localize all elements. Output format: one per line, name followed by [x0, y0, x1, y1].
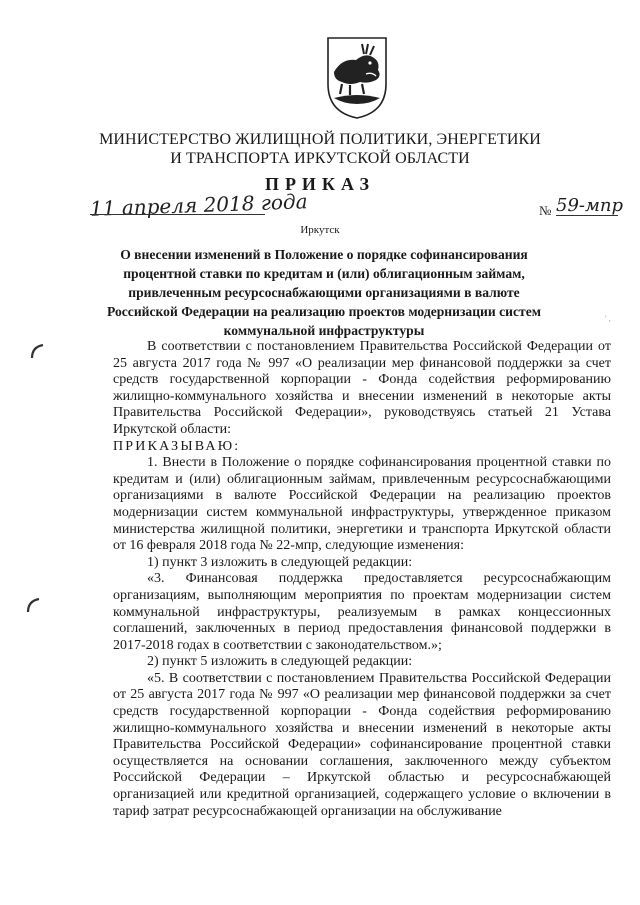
handwritten-date: 11 апреля 2018 года	[89, 189, 308, 221]
order-body	[113, 339, 611, 820]
city-name: Иркутск	[300, 224, 340, 236]
ministry-name-line2: И ТРАНСПОРТА ИРКУТСКОЙ ОБЛАСТИ	[170, 150, 470, 167]
scan-speck: ′ ,	[605, 314, 611, 323]
punch-hole-mark-icon	[29, 342, 47, 360]
order-word: ПРИКАЗЫВАЮ:	[113, 438, 241, 454]
punch-hole-mark-icon	[25, 596, 43, 614]
number-underline	[556, 215, 618, 216]
item-1-paragraph: 1. Внести в Положение о порядке софинансирования процентной ставки по кредитам и (или) облигационным займам, привлеченным ресурсоснабжающими организациями в валюте Российской Федерации на реализацию проектов модернизации систем коммунальной инфраструктуры, утвержденное приказом министерства жилищной политики, энергетики и транспорта Иркутской области от 16 февраля 2018 года № 22-мпр, следующие изменения:	[113, 455, 611, 554]
quoted-point-3-paragraph: «3. Финансовая поддержка предоставляется ресурсоснабжающим организациям, выполняющим мероприятия по проектам модернизации систем коммунальной инфраструктуры, реализуемым в рамках концессионных соглашений, заключенных в период предоставления финансовой поддержки в 2017-2018 годах в соответствии с законодательством.»;	[113, 571, 611, 653]
quoted-point-5-paragraph: «5. В соответствии с постановлением Правительства Российской Федерации от 25 августа 2017 года № 997 «О реализации мер финансовой поддержки за счет средств государственной корпорации - Фонда содействия реформированию жилищно-коммунального хозяйства и внесении изменений в некоторые акты Правительства Российской Федерации» софинансирование процентной ставки осуществляется на основании соглашения, заключенного между субъектом Российской Федерации – Иркутской областью и ресурсоснабжающей организацией или кредитной организацией, содержащего условие о включении в тариф затрат ресурсоснабжающей организации на обслуживание	[113, 670, 611, 819]
subitem-1-paragraph: 1) пункт 3 изложить в следующей редакции:	[147, 554, 413, 570]
preamble-paragraph: В соответствии с постановлением Правительства Российской Федерации от 25 августа 2017 года № 997 «О реализации мер финансовой поддержки за счет средств государственной корпорации - Фонда содействия реформированию жилищно-коммунального хозяйства и внесении изменений в некоторые акты Правительства Российской Федерации», руководствуясь статьей 21 Устава Иркутской области:	[113, 339, 611, 437]
order-heading: О внесении изменений в Положение о порядке софинансирования процентной ставки по кредитам и (или) облигационным займам, привлеченным ресурсоснабжающими организациями в валюте Российской Федерации на реализацию проектов модернизации систем коммунальной инфраструктуры	[106, 247, 541, 338]
number-sign: №	[539, 203, 552, 218]
subitem-2-paragraph: 2) пункт 5 изложить в следующей редакции:	[147, 654, 413, 670]
ministry-name-line1: МИНИСТЕРСТВО ЖИЛИЩНОЙ ПОЛИТИКИ, ЭНЕРГЕТИКИ	[99, 131, 541, 148]
irkutsk-coat-of-arms-icon	[322, 32, 392, 120]
order-title: ПРИКАЗ	[264, 174, 376, 194]
handwritten-order-number: 59-мпр	[556, 195, 624, 216]
date-underline	[90, 214, 265, 215]
